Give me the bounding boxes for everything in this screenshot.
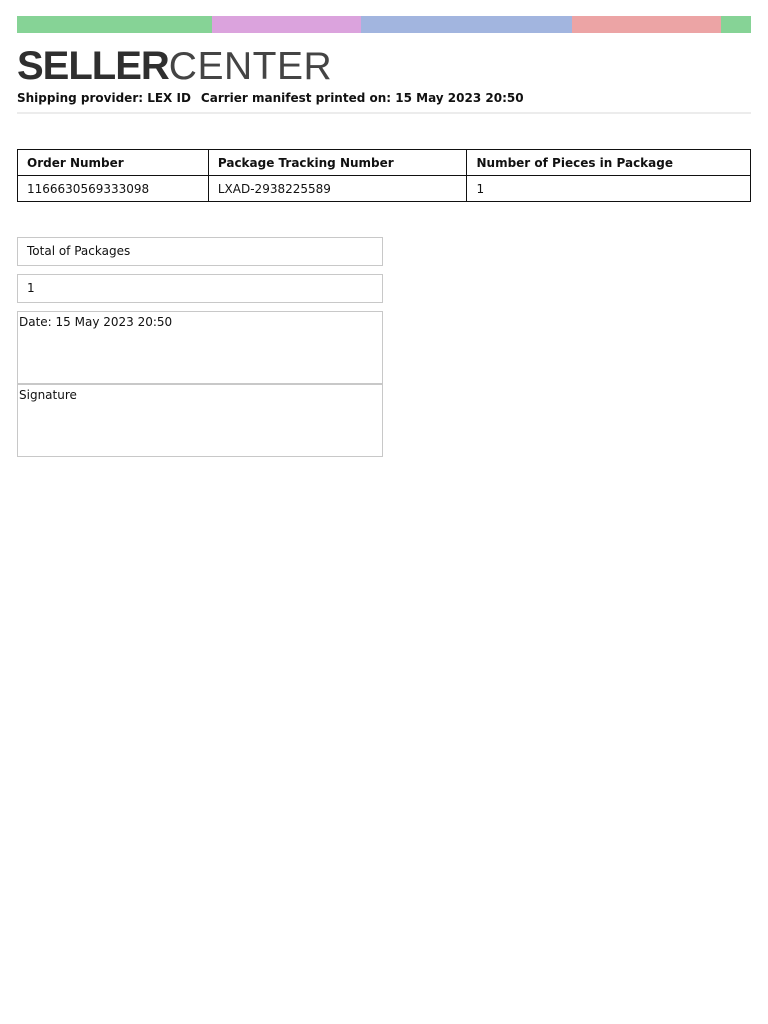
signature-label: Signature bbox=[19, 388, 77, 402]
table-header-row bbox=[18, 150, 751, 176]
table-row bbox=[18, 176, 751, 202]
manifest-subheader bbox=[17, 91, 524, 105]
column-header-tracking-number: Package Tracking Number bbox=[208, 150, 467, 176]
seller-center-logo bbox=[17, 44, 332, 89]
column-header-pieces: Number of Pieces in Package bbox=[467, 150, 751, 176]
stripe-segment-pink bbox=[212, 16, 361, 33]
stripe-segment-green bbox=[17, 16, 212, 33]
brand-color-stripe bbox=[17, 16, 751, 33]
stripe-segment-green-end bbox=[721, 16, 751, 33]
date-box bbox=[17, 311, 383, 384]
tracking-number-cell: LXAD-2938225589 bbox=[208, 176, 467, 202]
shipping-provider-text: Shipping provider: LEX ID bbox=[17, 91, 191, 105]
printed-on-text: Carrier manifest printed on: 15 May 2023 20:50 bbox=[200, 91, 524, 105]
total-packages-label: Total of Packages bbox=[27, 244, 131, 258]
order-number-cell: 1166630569333098 bbox=[18, 176, 209, 202]
signature-box bbox=[17, 384, 383, 457]
stripe-segment-red bbox=[572, 16, 721, 33]
pieces-cell: 1 bbox=[467, 176, 751, 202]
total-packages-value: 1 bbox=[27, 281, 35, 295]
header-divider bbox=[17, 112, 751, 114]
logo-light-text: CENTER bbox=[168, 45, 333, 88]
stripe-segment-blue bbox=[361, 16, 572, 33]
manifest-table bbox=[17, 149, 751, 202]
logo-bold-text: SELLER bbox=[17, 44, 169, 88]
total-packages-label-box bbox=[17, 237, 383, 266]
manifest-date: Date: 15 May 2023 20:50 bbox=[19, 315, 173, 329]
column-header-order-number: Order Number bbox=[18, 150, 209, 176]
total-packages-value-box bbox=[17, 274, 383, 303]
